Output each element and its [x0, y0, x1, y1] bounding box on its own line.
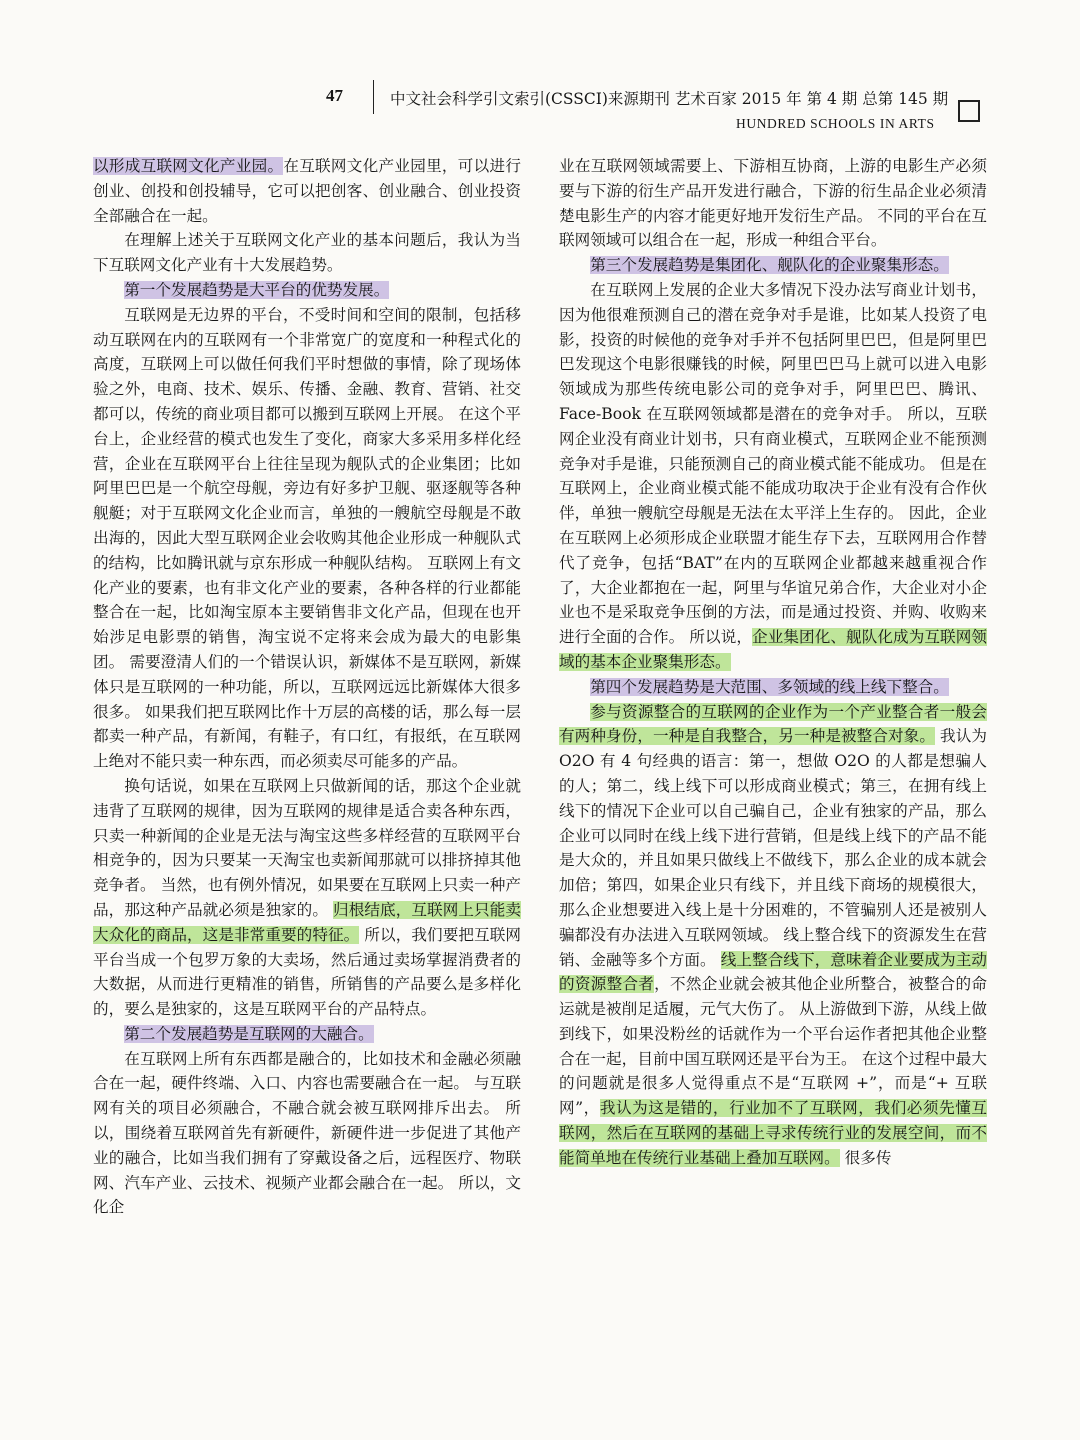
highlight-green: 线上整合线下，意味着企业要成为主动的资源整合者 [559, 950, 987, 994]
journal-title: 中文社会科学引文索引(CSSCI)来源期刊 艺术百家 2015 年 第 4 期 总第 145 期 [390, 90, 949, 108]
section-heading [93, 278, 521, 303]
right-column [559, 154, 987, 1171]
highlight-purple: 第一个发展趋势是大平台的优势发展。 [124, 280, 390, 299]
section-heading [93, 1022, 521, 1047]
highlight-green: 企业集团化、舰队化成为互联网领域的基本企业聚集形态。 [559, 628, 987, 671]
highlight-purple: 第四个发展趋势是大范围、多领域的线上线下整合。 [590, 677, 949, 696]
highlight-green: 归根结底，互联网上只能卖大众化的商品，这是非常重要的特征。 [93, 900, 521, 944]
page-header [0, 0, 1080, 140]
paragraph: 在互联网上所有东西都是融合的，比如技术和金融必须融合在一起，硬件终端、入口、内容也需要融合在一起。 与互联网有关的项目必须融合，不融合就会被互联网排斥出去。 所以，围绕着互联网首先有新硬件，新硬件进一步促进了其他产业的融合，比如当我们拥有了穿戴设备之后，远程医疗、物联网、汽车产业、云技术、视频产业都会融合在一起。 所以，文化企 [93, 1049, 521, 1217]
section-heading [559, 675, 987, 700]
page-number: 47 [326, 86, 343, 105]
highlight-green: 参与资源整合的互联网的企业作为一个产业整合者一般会有两种身份，一种是自我整合，另一种是被整合对象。 [559, 702, 987, 746]
paragraph: 互联网是无边界的平台，不受时间和空间的限制，包括移动互联网在内的互联网有一个非常宽广的宽度和一种程式化的高度，互联网上可以做任何我们平时想做的事情，除了现场体验之外，电商、技术、娱乐、传播、金融、教育、营销、社交都可以，传统的商业项目都可以搬到互联网上开展。 在这个平台上，企业经营的模式也发生了变化，商家大多采用多样化经营，企业在互联网平台上往往呈现为舰队式的企业集团；比如阿里巴巴是一个航空母舰，旁边有好多护卫舰、驱逐舰等各种舰艇；对于互联网文化企业而言，单独的一艘航空母舰是不敢出海的，因此大型互联网企业会收购其他企业形成一种舰队式的结构，比如腾讯就与京东形成一种舰队结构。 互联网上有文化产业的要素，也有非文化产业的要素，各种各样的行业都能整合在一起，比如淘宝原本主要销售非文化产品，但现在也开始涉足电影票的销售，淘宝说不定将来会成为最大的电影集团。 需要澄清人们的一个错误认识，新媒体不是互联网，新媒体只是互联网的一种功能，所以，互联网远远比新媒体大很多很多。 如果我们把互联网比作十万层的高楼的话，那么每一层都卖一种产品，有新闻，有鞋子，有口红，有报纸，在互联网上绝对不能只卖一种东西，而必须卖尽可能多的产品。 [93, 305, 521, 771]
journal-english-title: HUNDRED SCHOOLS IN ARTS [736, 116, 935, 131]
paragraph: 在理解上述关于互联网文化产业的基本问题后，我认为当下互联网文化产业有十大发展趋势。 [93, 231, 521, 275]
paragraph: 以形成互联网文化产业园。在互联网文化产业园里，可以进行创业、创投和创投辅导，它可以把创客、创业融合、创业投资全部融合在一起。 [93, 157, 521, 225]
highlight-purple: 以形成互联网文化产业园。 [93, 157, 284, 175]
left-column [93, 154, 521, 1220]
highlight-green: 我认为这是错的，行业加不了互联网，我们必须先懂互联网，然后在互联网的基础上寻求传统行业的发展空间，而不能简单地在传统行业基础上叠加互联网。 [559, 1099, 987, 1167]
corner-square-mark [958, 100, 980, 122]
paragraph: 在互联网上发展的企业大多情况下没办法写商业计划书，因为他很难预测自己的潜在竞争对手是谁，比如某人投资了电影，投资的时候他的竞争对手并不包括阿里巴巴，但是阿里巴巴发现这个电影很赚钱的时候，阿里巴巴马上就可以进入电影领域成为那些传统电影公司的竞争对手，阿里巴巴、腾讯、Face-Book 在互联网领域都是潜在的竞争对手。 所以，互联网企业没有商业计划书，只有商业模式，互联网企业不能预测竞争对手是谁，只能预测自己的商业模式能不能成功。 但是在互联网上，企业商业模式能不能成功取决于企业有没有合作伙伴，单独一艘航空母舰是无法在太平洋上生存的。 因此，企业在互联网上必须形成企业联盟才能生存下去，互联网用合作替代了竞争，包括“BAT”在内的互联网企业都越来越重视合作了，大企业都抱在一起，阿里与华谊兄弟合作，大企业对小企业也不是采取竞争压倒的方法，而是通过投资、并购、收购来进行全面的合作。 所以说，企业集团化、舰队化成为互联网领域的基本企业聚集形态。 [559, 280, 987, 671]
highlight-purple: 第二个发展趋势是互联网的大融合。 [124, 1024, 374, 1043]
header-divider [373, 80, 374, 114]
paragraph: 换句话说，如果在互联网上只做新闻的话，那这个企业就违背了互联网的规律，因为互联网的规律是适合卖各种东西，只卖一种新闻的企业是无法与淘宝这些多样经营的互联网平台相竞争的，因为只要某一天淘宝也卖新闻那就可以排挤掉其他竞争者。 当然，也有例外情况，如果要在互联网上只卖一种产品，那这种产品就必须是独家的。 归根结底，互联网上只能卖大众化的商品，这是非常重要的特征。 所以，我们要把互联网平台当成一个包罗万象的大卖场，然后通过卖场掌握消费者的大数据，从而进行更精准的销售，所销售的产品要么是多样化的，要么是独家的，这是互联网平台的产品特点。 [93, 776, 521, 1019]
highlight-purple: 第三个发展趋势是集团化、舰队化的企业聚集形态。 [590, 256, 949, 275]
section-heading [559, 253, 987, 278]
paragraph: 业在互联网领域需要上、下游相互协商，上游的电影生产必须要与下游的衍生产品开发进行融合，下游的衍生品企业必须清楚电影生产的内容才能更好地开发衍生产品。 不同的平台在互联网领域可以组合在一起，形成一种组合平台。 [559, 157, 987, 250]
paragraph: 参与资源整合的互联网的企业作为一个产业整合者一般会有两种身份，一种是自我整合，另一种是被整合对象。 我认为 O2O 有 4 句经典的语言：第一，想做 O2O 的人都是想骗人的人；第二，线上线下可以形成商业模式；第三，在拥有线上线下的情况下企业可以自己骗自己，企业有独家的产品，那么企业可以同时在线上线下进行营销，但是线上线下的产品不能是大众的，并且如果只做线上不做线下，那么企业的成本就会加倍；第四，如果企业只有线下，并且线下商场的规模很大，那么企业想要进入线上是十分困难的，不管骗别人还是被别人骗都没有办法进入互联网领域。 线上整合线下的资源发生在营销、金融等多个方面。 线上整合线下，意味着企业要成为主动的资源整合者，不然企业就会被其他企业所整合，被整合的命运就是被削足适履，元气大伤了。 从上游做到下游，从线上做到线下，如果没粉丝的话就作为一个平台运作者把其他企业整合在一起，目前中国互联网还是平台为王。 在这个过程中最大的问题就是很多人觉得重点不是“互联网 +”，而是“+ 互联网”，我认为这是错的，行业加不了互联网，我们必须先懂互联网，然后在互联网的基础上寻求传统行业的发展空间，而不能简单地在传统行业基础上叠加互联网。 很多传 [559, 702, 987, 1167]
